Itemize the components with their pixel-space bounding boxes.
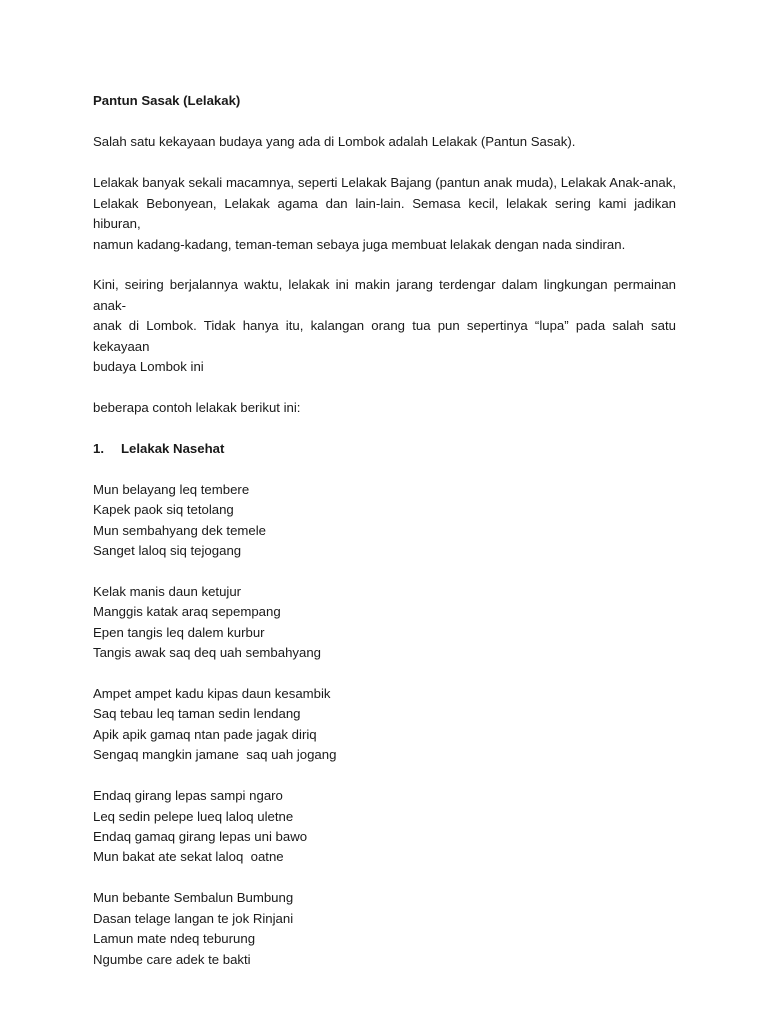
stanza-line: Kapek paok siq tetolang — [93, 502, 234, 518]
stanza-line: Ampet ampet kadu kipas daun kesambik — [93, 686, 331, 702]
section-number: 1. — [93, 440, 104, 456]
pantun-stanza — [93, 684, 676, 766]
document-body — [93, 91, 676, 990]
paragraph-line: anak di Lombok. Tidak hanya itu, kalangan orang tua pun sepertinya “lupa” pada salah satu kekayaan — [93, 318, 676, 354]
paragraph-line: Kini, seiring berjalannya waktu, lelakak ini makin jarang terdengar dalam lingkungan permainan anak- — [93, 277, 676, 313]
paragraph-types-of-lelakak — [93, 173, 676, 255]
stanza-line: Lamun mate ndeq teburung — [93, 931, 256, 947]
stanza-line: Tangis awak saq deq uah sembahyang — [93, 645, 322, 661]
lead-in-text: beberapa contoh lelakak berikut ini: — [93, 399, 301, 415]
stanza-line: Mun bakat ate sekat laloq oatne — [93, 849, 284, 865]
paragraph-line: budaya Lombok ini — [93, 359, 204, 375]
stanza-line: Epen tangis leq dalem kurbur — [93, 624, 265, 640]
stanza-line: Mun belayang leq tembere — [93, 481, 250, 497]
paragraph-line: Lelakak banyak sekali macamnya, seperti Lelakak Bajang (pantun anak muda), Lelakak Anak-anak, — [93, 175, 676, 191]
stanza-line: Saq tebau leq taman sedin lendang — [93, 706, 301, 722]
stanza-line: Sanget laloq siq tejogang — [93, 543, 242, 558]
stanza-line: Apik apik gamaq ntan pade jagak diriq — [93, 726, 317, 742]
pantun-stanza — [93, 582, 676, 664]
pantun-stanza — [93, 480, 676, 562]
stanza-line: Manggis katak araq sepempang — [93, 604, 281, 620]
stanza-line: Sengaq mangkin jamane saq uah jogang — [93, 747, 337, 763]
stanza-line: Endaq girang lepas sampi ngaro — [93, 788, 283, 804]
stanza-line: Kelak manis daun ketujur — [93, 583, 242, 599]
paragraph-declining-usage — [93, 275, 676, 377]
stanza-line: Endaq gamaq girang lepas uni bawo — [93, 828, 308, 844]
intro-paragraph: Salah satu kekayaan budaya yang ada di Lombok adalah Lelakak (Pantun Sasak). — [93, 134, 576, 150]
stanza-line: Ngumbe care adek te bakti — [93, 951, 251, 967]
pantun-stanza — [93, 888, 676, 970]
stanza-line: Mun sembahyang dek temele — [93, 522, 267, 538]
section-heading — [93, 439, 676, 459]
pantun-stanza — [93, 786, 676, 868]
stanza-line: Leq sedin pelepe lueq laloq uletne — [93, 808, 294, 824]
section-title: Lelakak Nasehat — [121, 440, 225, 456]
stanza-line: Mun bebante Sembalun Bumbung — [93, 890, 294, 906]
paragraph-line: namun kadang-kadang, teman-teman sebaya juga membuat lelakak dengan nada sindiran. — [93, 236, 626, 252]
stanza-line: Dasan telage langan te jok Rinjani — [93, 910, 294, 926]
paragraph-line: Lelakak Bebonyean, Lelakak agama dan lain-lain. Semasa kecil, lelakak sering kami jadikan hiburan, — [93, 195, 676, 232]
document-title: Pantun Sasak (Lelakak) — [93, 93, 241, 108]
